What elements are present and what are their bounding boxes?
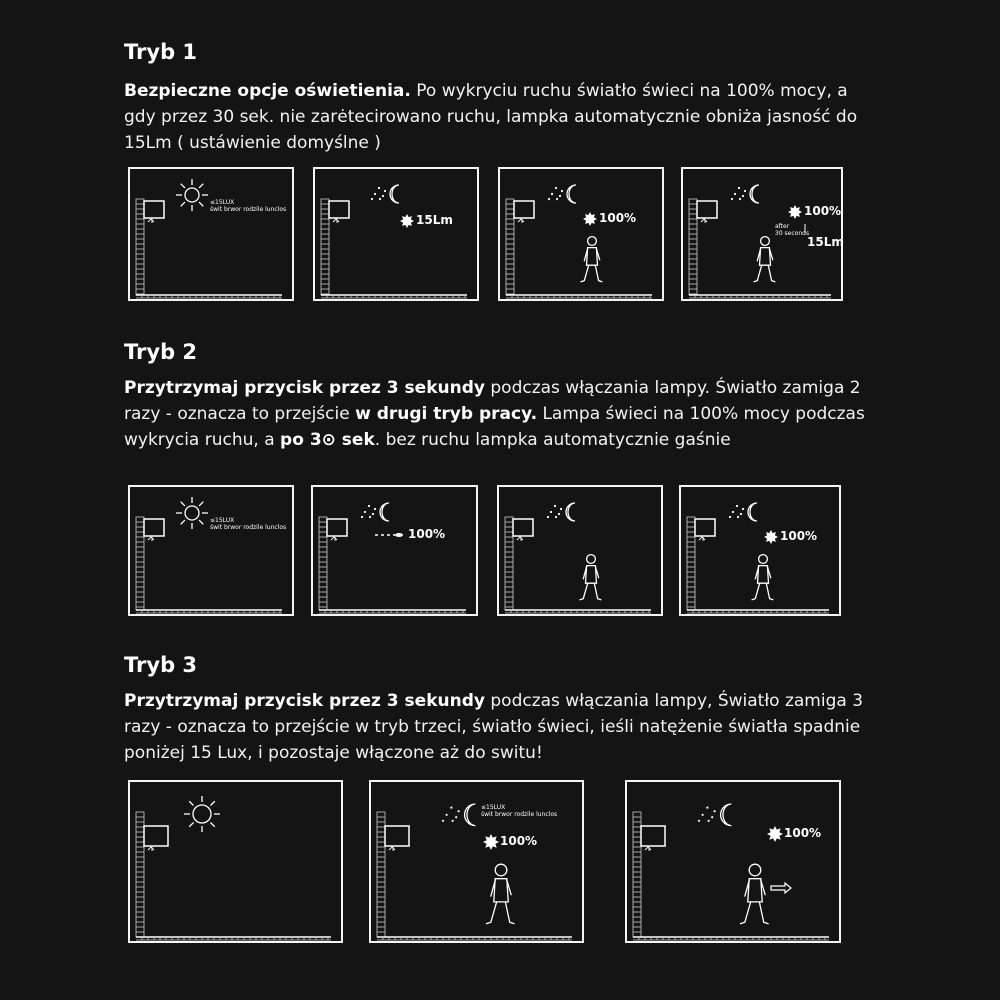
description-bold-text: Przytrzymaj przycisk przez 3 sekundy xyxy=(124,691,485,711)
walking-person-icon xyxy=(754,237,775,282)
wall-lamp-icon xyxy=(641,826,665,851)
section-description xyxy=(124,688,884,766)
moon-stars-icon xyxy=(361,503,389,521)
mode-illustration-panel xyxy=(128,167,294,301)
light-level-label: 100% xyxy=(804,204,842,218)
panel-drawing xyxy=(681,487,839,614)
wall-lamp-icon xyxy=(144,201,164,223)
wall-lamp-icon xyxy=(327,519,347,541)
section-title: Tryb 3 xyxy=(124,653,198,677)
section-title: Tryb 2 xyxy=(124,340,198,364)
mode-illustration-panel xyxy=(679,485,841,616)
light-burst-icon xyxy=(767,826,783,842)
panel-drawing xyxy=(499,487,661,614)
panel-drawing xyxy=(627,782,839,941)
description-text: podczas włączania lampy. Światło zamiga 2 razy - oznacza to przejście xyxy=(124,378,861,424)
mode-illustration-panel xyxy=(369,780,584,943)
moon-stars-icon xyxy=(698,804,732,826)
condition-note: ≤15LUX świt brwor rodzile lunclos xyxy=(481,804,558,818)
wall-lamp-icon xyxy=(514,201,534,223)
wall-lamp-icon xyxy=(695,519,715,541)
light-burst-icon xyxy=(583,212,597,226)
sun-icon xyxy=(176,179,208,211)
walking-person-icon xyxy=(487,864,515,923)
light-level-label: 100% xyxy=(500,834,538,848)
mode-illustration-panel xyxy=(681,167,843,301)
condition-note: after 30 seconds xyxy=(775,223,810,237)
description-text: . bez ruchu lampka automatycznie gaśnie xyxy=(374,430,731,450)
moon-stars-icon xyxy=(731,185,759,203)
panel-drawing xyxy=(500,169,662,299)
panel-drawing xyxy=(130,782,341,941)
light-level-label: 15Lm xyxy=(807,235,844,249)
light-burst-icon xyxy=(483,834,499,850)
light-level-label: 100% xyxy=(599,211,637,225)
description-text: Lampa świeci na 100% mocy podczas wykrycia ruchu, a xyxy=(124,404,865,450)
wall-lamp-icon xyxy=(144,519,164,541)
panel-drawing xyxy=(683,169,841,299)
panel-drawing xyxy=(130,487,292,614)
description-text: Po wykryciu ruchu światło świeci na 100% mocy, a gdy przez 30 sek. nie zarėtecirowano ruchu, lampka automatycznie obniża jasność do 15Lm ( ustáwienie domyślne ) xyxy=(124,81,858,153)
section-description xyxy=(124,375,884,453)
wall-lamp-icon xyxy=(385,826,409,851)
mode-illustration-panel xyxy=(311,485,478,616)
description-bold-text: Przytrzymaj przycisk przez 3 sekundy xyxy=(124,378,485,398)
description-text: podczas włączania lampy, Światło zamiga 3 razy - oznacza to przejście w tryb trzeci, światło świeci, ieśli natężenie światła spadnie poniżej 15 Lux, i pozostaje włączone aż do switu! xyxy=(124,691,864,763)
light-level-label: 100% xyxy=(780,529,818,543)
light-beam-tip xyxy=(395,533,403,537)
light-burst-icon xyxy=(788,205,802,219)
walking-person-icon xyxy=(752,555,773,600)
sun-icon xyxy=(184,796,220,832)
light-level-label: 100% xyxy=(408,527,446,541)
moon-stars-icon xyxy=(371,185,399,203)
mode-illustration-panel xyxy=(625,780,841,943)
moon-stars-icon xyxy=(548,185,576,203)
mode-illustration-panel xyxy=(128,485,294,616)
walking-person-icon xyxy=(741,864,769,923)
section-description xyxy=(124,78,884,156)
light-level-label: 15Lm xyxy=(416,213,453,227)
mode-illustration-panel xyxy=(313,167,479,301)
description-bold-text: w drugi tryb pracy. xyxy=(355,404,538,424)
panel-drawing xyxy=(313,487,476,614)
section-title: Tryb 1 xyxy=(124,40,198,64)
light-level-label: 100% xyxy=(784,826,822,840)
description-bold-text: Bezpieczne opcje oświetienia. xyxy=(124,81,411,101)
mode-illustration-panel xyxy=(497,485,663,616)
moon-stars-icon xyxy=(442,804,476,826)
sun-icon xyxy=(176,497,208,529)
panel-drawing xyxy=(130,169,292,299)
moon-stars-icon xyxy=(547,503,575,521)
walking-person-icon xyxy=(580,555,601,600)
wall-lamp-icon xyxy=(697,201,717,223)
wall-lamp-icon xyxy=(513,519,533,541)
condition-note: ≤15LUX świt brwor rodzile lunclos xyxy=(210,199,287,213)
description-bold-text: po 3⊙ sek xyxy=(280,430,375,450)
mode-illustration-panel xyxy=(498,167,664,301)
wall-lamp-icon xyxy=(144,826,168,851)
walking-person-icon xyxy=(581,237,602,282)
mode-illustration-panel xyxy=(128,780,343,943)
panel-drawing xyxy=(315,169,477,299)
condition-note: ≤15LUX świt brwor rodzile lunclos xyxy=(210,517,287,531)
light-burst-icon xyxy=(764,530,778,544)
wall-lamp-icon xyxy=(329,201,349,223)
light-burst-icon xyxy=(400,214,414,228)
moon-stars-icon xyxy=(729,503,757,521)
direction-arrow-icon xyxy=(771,883,791,893)
